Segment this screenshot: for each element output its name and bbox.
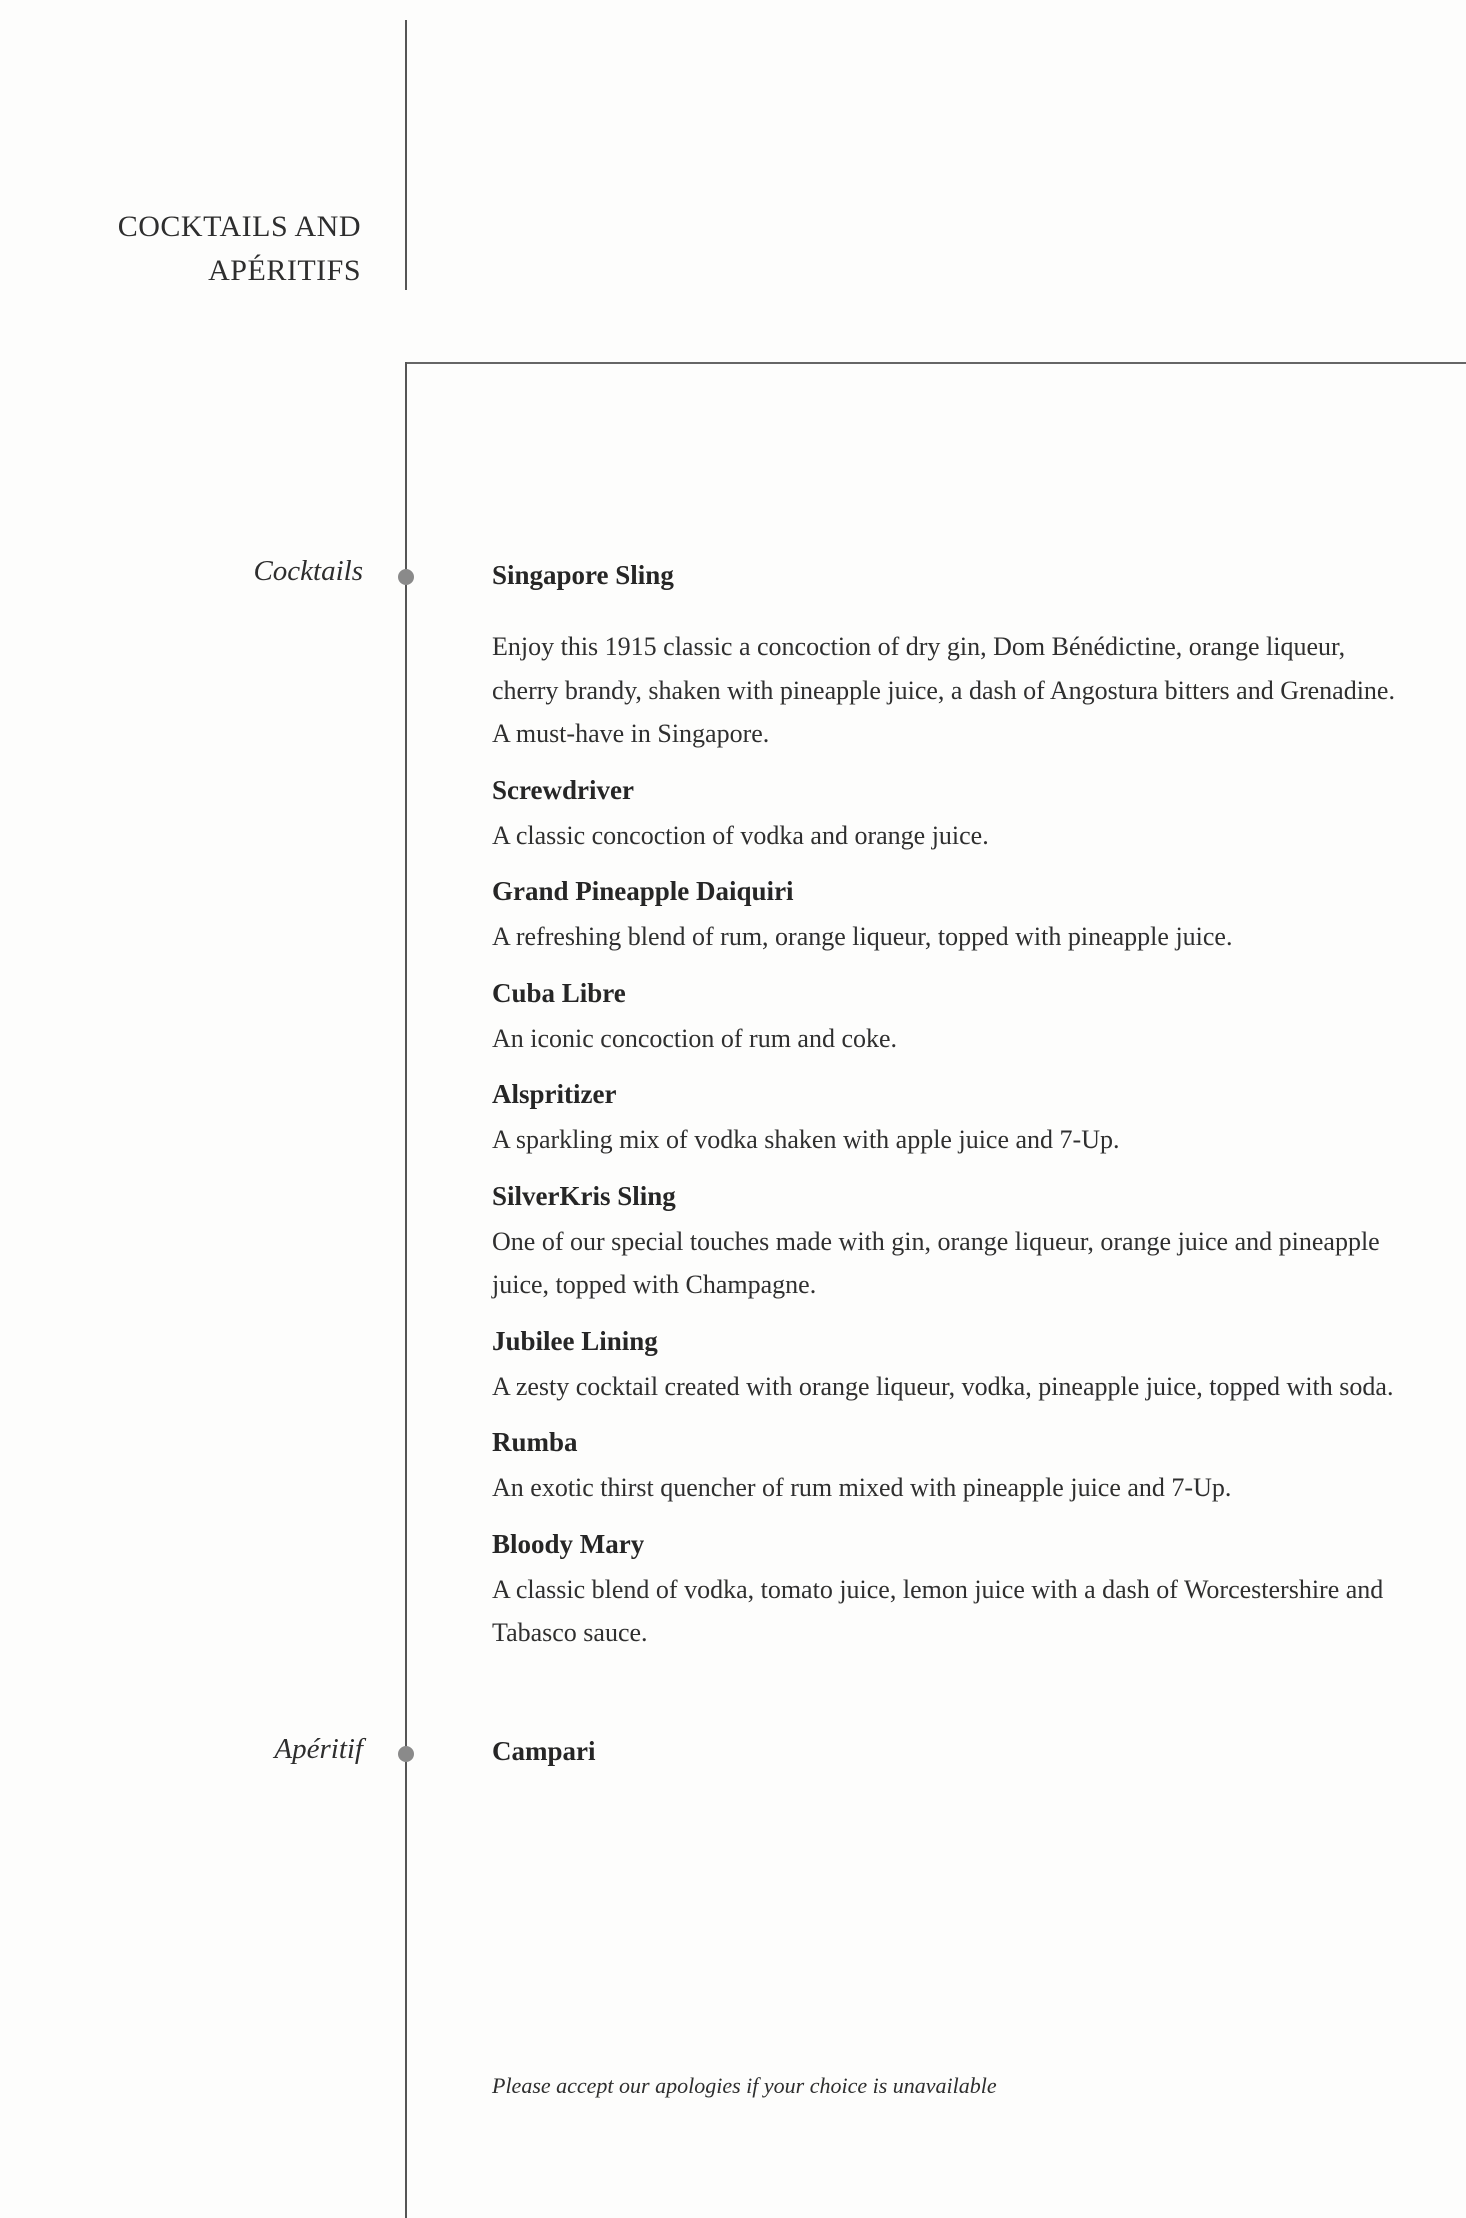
main-vertical-rule (405, 362, 407, 2218)
menu-item (492, 1176, 1412, 1307)
menu-item (492, 1731, 1412, 1771)
item-description: One of our special touches made with gin, orange liqueur, orange juice and pineapple juice, topped with Champagne. (492, 1226, 1380, 1299)
item-name: Bloody Mary (492, 1528, 645, 1559)
aperitif-list (492, 1731, 1412, 1785)
category-marker-dot (398, 569, 414, 585)
menu-item (492, 973, 1412, 1061)
item-name: Rumba (492, 1427, 578, 1457)
item-name: Jubilee Lining (492, 1325, 658, 1356)
item-description: An iconic concoction of rum and coke. (492, 1023, 898, 1053)
menu-item (492, 1074, 1412, 1162)
footer-note: Please accept our apologies if your choice is unavailable (492, 2073, 997, 2098)
menu-item (492, 770, 1412, 858)
item-description: A classic blend of vodka, tomato juice, lemon juice with a dash of Worcestershire and Tabasco sauce. (492, 1574, 1384, 1647)
horizontal-rule (405, 362, 1466, 364)
cocktails-list (492, 555, 1412, 1669)
menu-item (492, 1321, 1412, 1409)
menu-item (492, 1422, 1412, 1510)
item-name: Singapore Sling (492, 560, 674, 590)
item-name: Grand Pineapple Daiquiri (492, 876, 794, 906)
menu-item (492, 555, 1412, 756)
top-vertical-rule (405, 20, 407, 290)
category-label-aperitif: Apéritif (274, 1733, 363, 1765)
menu-item (492, 1524, 1412, 1655)
menu-item (492, 871, 1412, 959)
item-name: Cuba Libre (492, 977, 626, 1008)
item-description: Enjoy this 1915 classic a concoction of dry gin, Dom Bénédictine, orange liqueur, cherry brandy, shaken with pineapple juice, a dash of Angostura bitters and Grenadine. A must-have in Singapore. (492, 632, 1395, 748)
item-description: An exotic thirst quencher of rum mixed with pineapple juice and 7-Up. (492, 1473, 1232, 1502)
item-name: SilverKris Sling (492, 1180, 676, 1211)
category-marker-dot (398, 1746, 414, 1762)
category-label-cocktails: Cocktails (253, 555, 363, 587)
item-name: Campari (492, 1736, 596, 1766)
section-title-line-1: COCKTAILS AND (117, 210, 361, 243)
item-description: A classic concoction of vodka and orange juice. (492, 820, 989, 850)
item-description: A sparkling mix of vodka shaken with apple juice and 7-Up. (492, 1125, 1120, 1154)
section-title (118, 205, 361, 293)
item-description: A refreshing blend of rum, orange liqueur, topped with pineapple juice. (492, 922, 1233, 951)
item-name: Alspritizer (492, 1079, 617, 1109)
item-name: Screwdriver (492, 774, 634, 805)
section-title-line-2: APÉRITIFS (208, 254, 361, 287)
item-description: A zesty cocktail created with orange liqueur, vodka, pineapple juice, topped with soda. (492, 1371, 1394, 1401)
